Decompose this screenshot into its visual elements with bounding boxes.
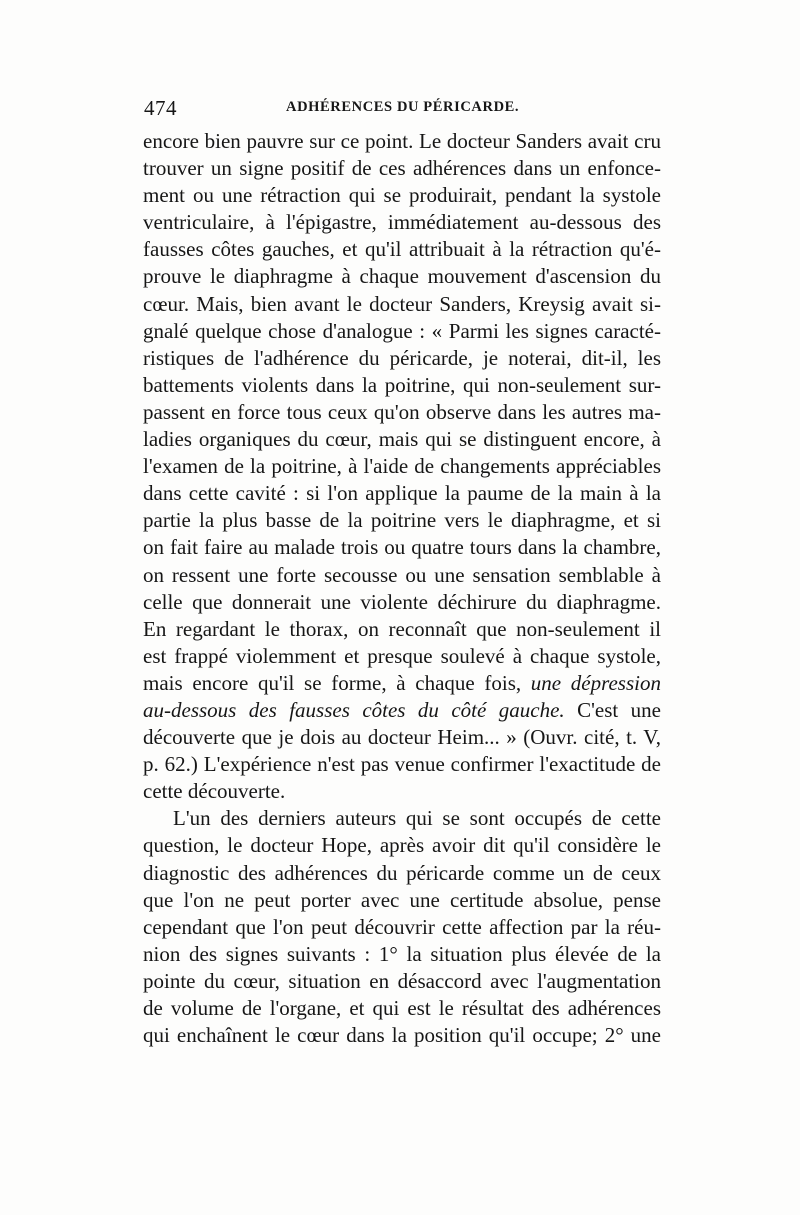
text-line: découverte que je dois au docteur Heim... » (Ouvr. cité, t. V, <box>143 725 661 750</box>
text-line: qui enchaînent le cœur dans la position qu'il occupe; 2° une <box>143 1023 661 1048</box>
text-line: diagnostic des adhérences du péricarde comme un de ceux <box>143 860 661 885</box>
text-line: au-dessous des fausses côtes du côté gauche. C'est une <box>143 697 661 722</box>
paragraph-end-line: cette découverte. <box>143 779 286 804</box>
text-line: ment ou une rétraction qui se produirait, pendant la systole <box>143 183 661 208</box>
text-line: partie la plus basse de la poitrine vers le diaphragme, et si <box>143 508 661 533</box>
body-text <box>143 128 661 1049</box>
text-line: pointe du cœur, situation en désaccord avec l'augmentation <box>143 968 661 993</box>
text-line: dans cette cavité : si l'on applique la paume de la main à la <box>143 481 661 506</box>
text-line: prouve le diaphragme à chaque mouvement d'ascension du <box>143 264 661 289</box>
text-line: cœur. Mais, bien avant le docteur Sanders, Kreysig avait si- <box>143 291 661 316</box>
page-number: 474 <box>144 96 177 120</box>
italic-phrase: une dépression <box>530 670 661 695</box>
text-line: passent en force tous ceux qu'on observe dans les autres ma- <box>143 399 661 424</box>
text-line: mais encore qu'il se forme, à chaque fois, une dépression <box>143 670 661 695</box>
text-line: question, le docteur Hope, après avoir dit qu'il considère le <box>143 833 661 858</box>
text-line: l'examen de la poitrine, à l'aide de changements appréciables <box>143 454 661 479</box>
italic-phrase: au-dessous des fausses côtes du côté gauche. <box>143 697 565 722</box>
text-line: ladies organiques du cœur, mais qui se distinguent encore, à <box>143 427 661 452</box>
paragraph-start-line: L'un des derniers auteurs qui se sont occupés de cette <box>173 806 661 831</box>
text-line: on fait faire au malade trois ou quatre tours dans la chambre, <box>143 535 661 560</box>
text-line: on ressent une forte secousse ou une sensation semblable à <box>143 562 661 587</box>
text-line: En regardant le thorax, on reconnaît que non-seulement il <box>143 616 661 641</box>
text-line: celle que donnerait une violente déchirure du diaphragme. <box>143 589 661 614</box>
running-head: ADHÉRENCES DU PÉRICARDE. <box>286 99 520 115</box>
text-line: trouver un signe positif de ces adhérences dans un enfonce- <box>143 156 661 181</box>
text-line: p. 62.) L'expérience n'est pas venue confirmer l'exactitude de <box>143 752 661 777</box>
text-line: que l'on ne peut porter avec une certitude absolue, pense <box>143 887 661 912</box>
text-line: ristiques de l'adhérence du péricarde, je noterai, dit-il, les <box>143 345 661 370</box>
text-line: ventriculaire, à l'épigastre, immédiatement au-dessous des <box>143 210 661 235</box>
text-line: fausses côtes gauches, et qu'il attribuait à la rétraction qu'é- <box>143 237 661 262</box>
text-line: nion des signes suivants : 1° la situation plus élevée de la <box>143 941 661 966</box>
text-line: gnalé quelque chose d'analogue : « Parmi les signes caracté- <box>143 318 661 343</box>
page-header <box>144 96 660 126</box>
text-line: de volume de l'organe, et qui est le résultat des adhérences <box>143 996 661 1020</box>
text-line: encore bien pauvre sur ce point. Le docteur Sanders avait cru <box>143 129 661 153</box>
text-line: cependant que l'on peut découvrir cette affection par la réu- <box>143 914 661 939</box>
text-line: battements violents dans la poitrine, qui non-seulement sur- <box>143 372 661 397</box>
text-line: est frappé violemment et presque soulevé à chaque systole, <box>143 643 661 668</box>
